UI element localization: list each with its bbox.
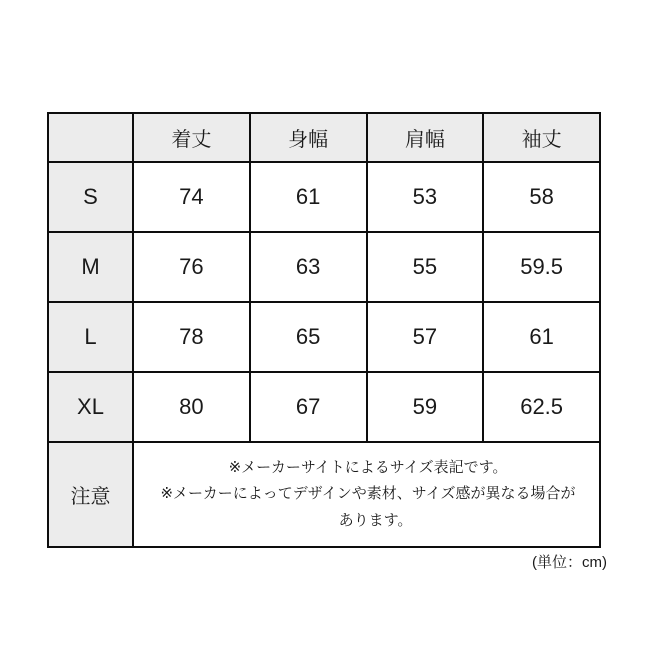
size-value: 74 <box>133 162 250 232</box>
size-value: 61 <box>250 162 367 232</box>
note-line-1: ※メーカーサイトによるサイズ表記です。 <box>228 459 508 476</box>
size-value: 80 <box>133 372 250 442</box>
note-cell <box>133 442 600 547</box>
size-value: 58 <box>483 162 600 232</box>
column-header-sleeve-length: 袖丈 <box>483 113 600 162</box>
size-value: 59 <box>367 372 484 442</box>
size-label: S <box>48 162 133 232</box>
size-value: 76 <box>133 232 250 302</box>
size-label: L <box>48 302 133 372</box>
size-value: 65 <box>250 302 367 372</box>
size-label: M <box>48 232 133 302</box>
corner-cell <box>48 113 133 162</box>
column-header-shoulder-width: 肩幅 <box>367 113 484 162</box>
size-row-s <box>48 162 600 232</box>
column-header-body-width: 身幅 <box>250 113 367 162</box>
column-header-body-length: 着丈 <box>133 113 250 162</box>
size-value: 61 <box>483 302 600 372</box>
size-value: 53 <box>367 162 484 232</box>
note-row <box>48 442 600 547</box>
size-value: 62.5 <box>483 372 600 442</box>
header-row <box>48 113 600 162</box>
note-line-2: ※メーカーによってデザインや素材、サイズ感が異なる場合が <box>160 485 576 503</box>
unit-label: (単位：cm) <box>532 554 607 571</box>
size-value: 57 <box>367 302 484 372</box>
note-label: 注意 <box>48 442 133 547</box>
size-chart-table <box>47 112 601 548</box>
note-line-3: あります。 <box>338 511 413 529</box>
size-value: 55 <box>367 232 484 302</box>
size-value: 63 <box>250 232 367 302</box>
size-chart-wrap <box>47 112 601 548</box>
size-row-m <box>48 232 600 302</box>
size-value: 67 <box>250 372 367 442</box>
size-value: 59.5 <box>483 232 600 302</box>
size-row-xl <box>48 372 600 442</box>
size-row-l <box>48 302 600 372</box>
size-value: 78 <box>133 302 250 372</box>
size-label: XL <box>48 372 133 442</box>
